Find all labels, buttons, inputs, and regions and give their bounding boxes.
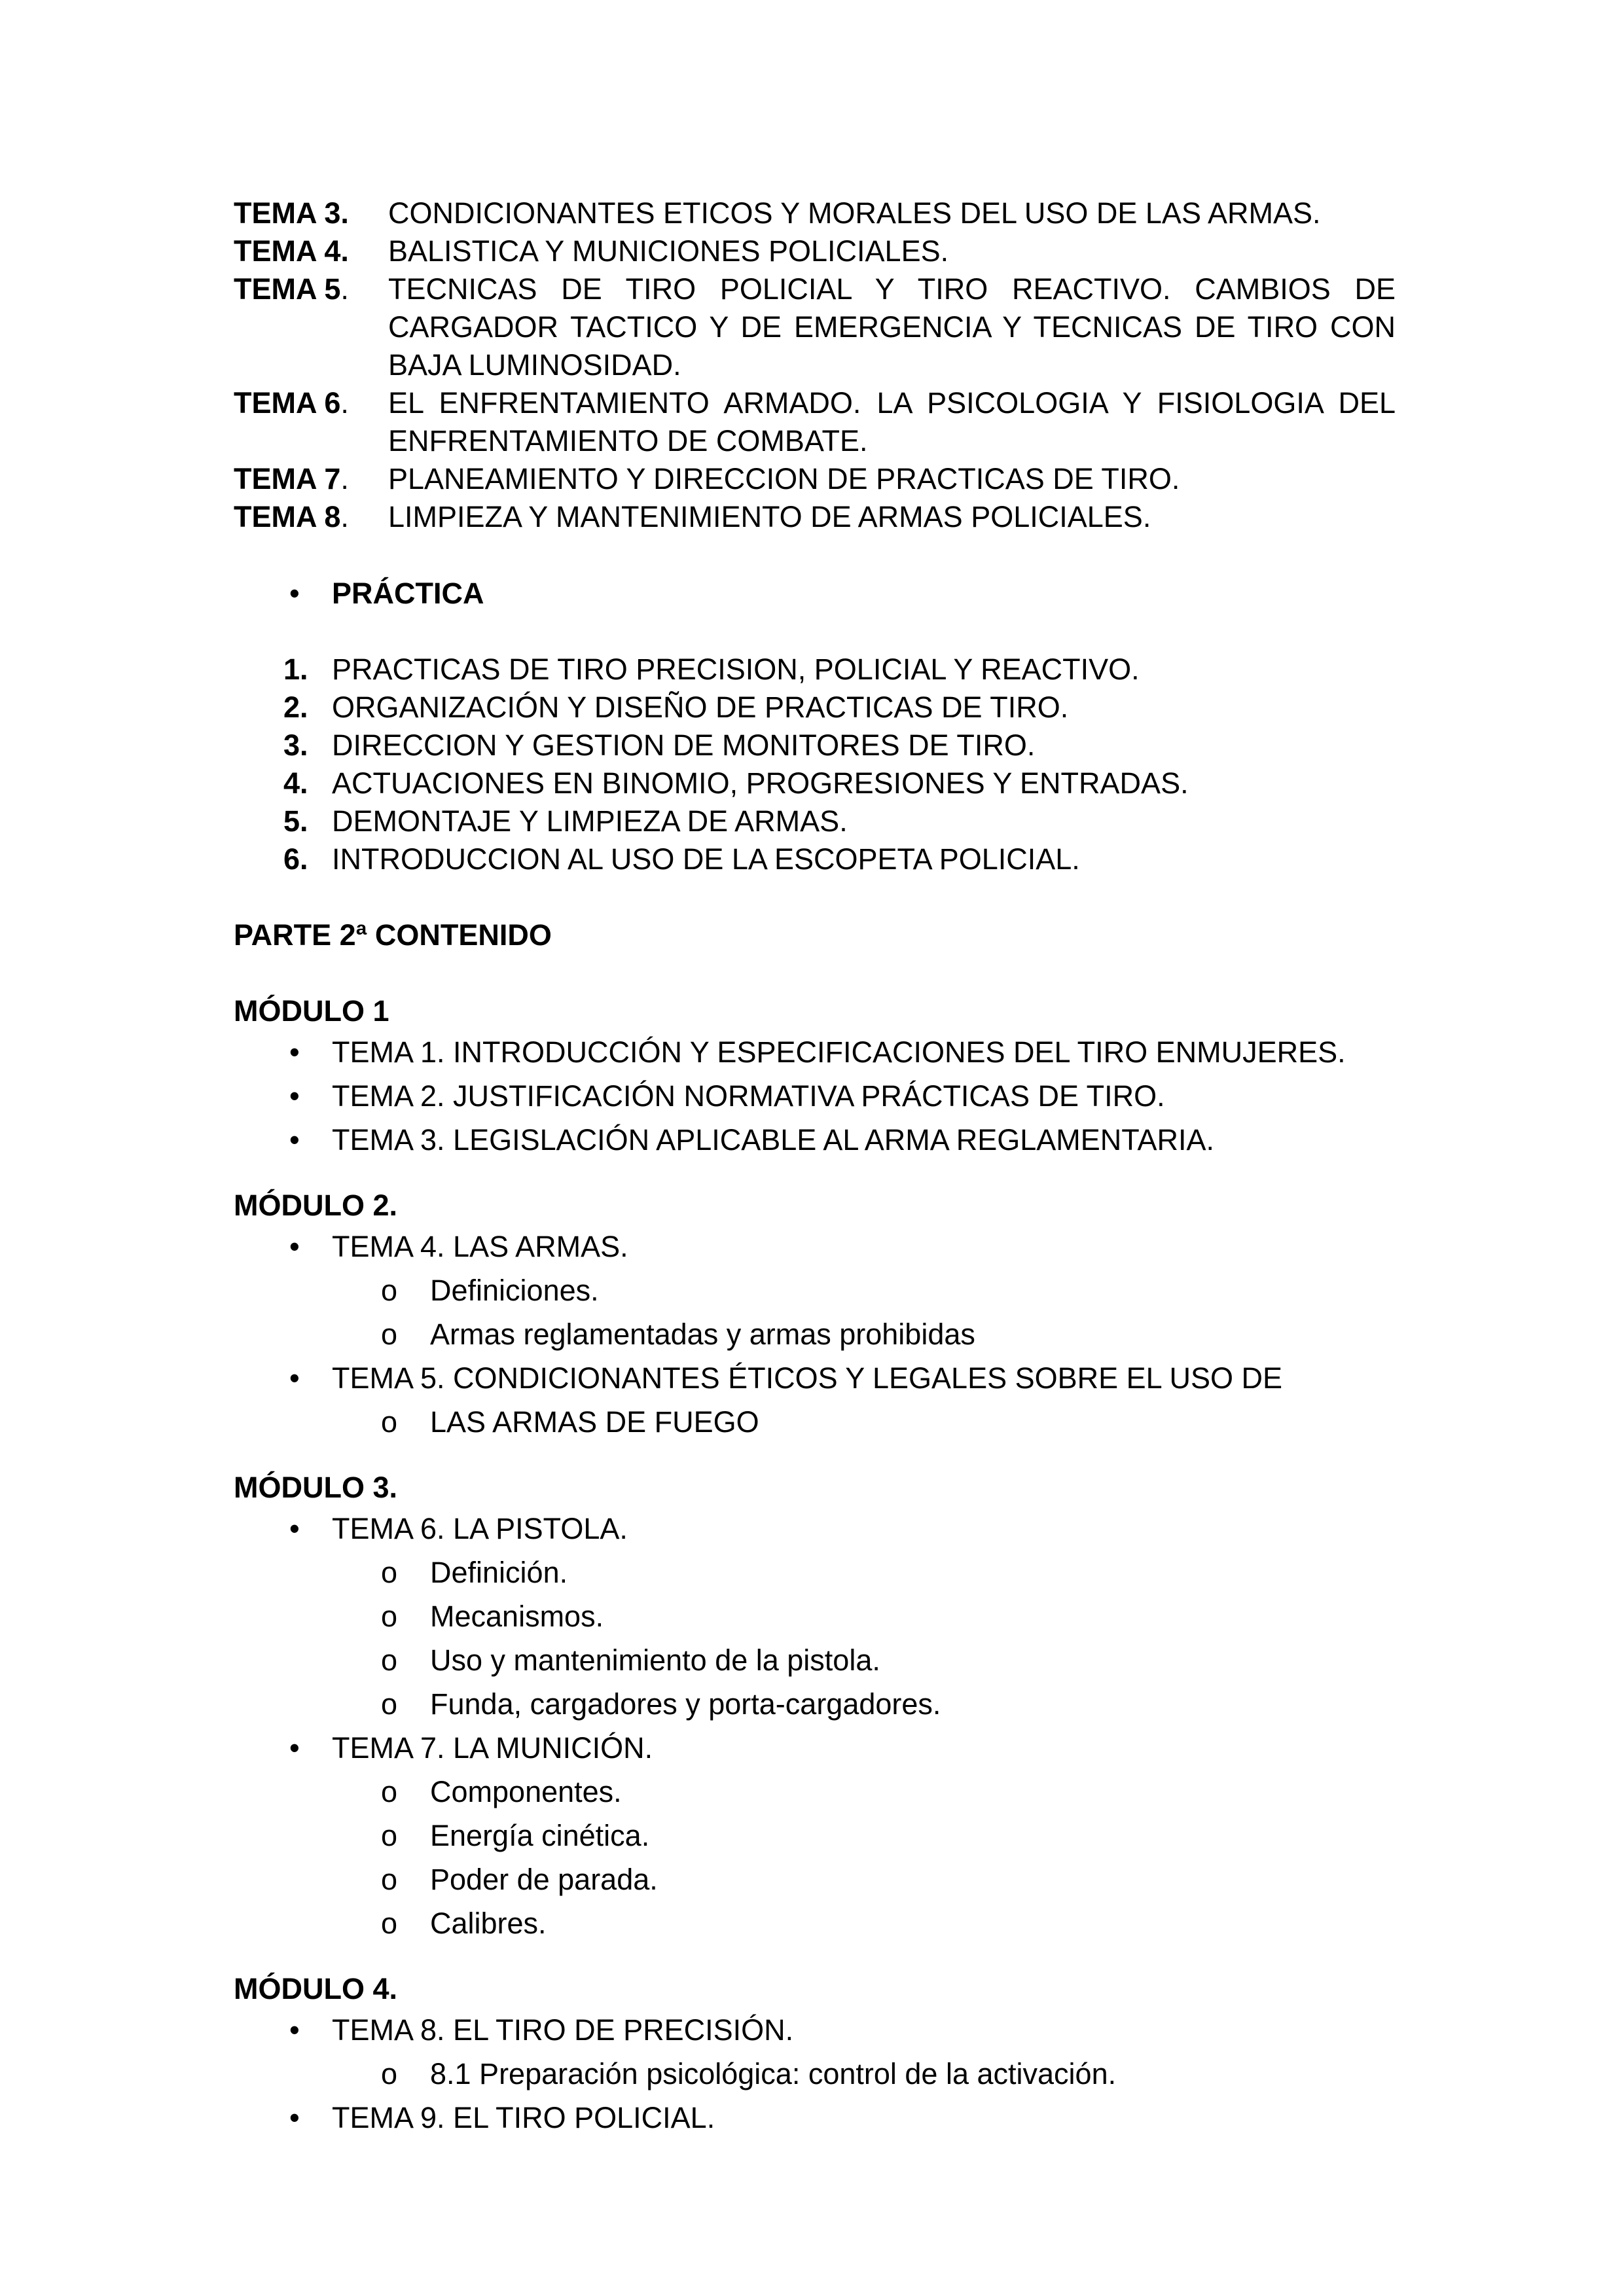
modulo-title: MÓDULO 1 bbox=[234, 994, 389, 1028]
practica-item bbox=[234, 651, 1396, 689]
tema-title: TECNICAS DE TIRO POLICIAL Y TIRO REACTIVO. CAMBIOS DE CARGADOR TACTICO Y DE EMERGENCIA Y TECNICAS DE TIRO CON BAJA LUMINOSIDAD. bbox=[388, 272, 1396, 382]
modulo-tema-item bbox=[234, 1030, 1396, 1074]
sub-item bbox=[234, 1814, 1396, 1857]
modulos-container bbox=[234, 992, 1396, 2140]
circle-bullet-icon: o bbox=[381, 1405, 398, 1439]
document-page bbox=[234, 194, 1396, 2140]
sub-item-text: LAS ARMAS DE FUEGO bbox=[430, 1405, 759, 1439]
sub-item-text: Funda, cargadores y porta-cargadores. bbox=[430, 1687, 941, 1721]
circle-bullet-icon: o bbox=[381, 2056, 398, 2090]
modulo-title: MÓDULO 2. bbox=[234, 1189, 398, 1222]
circle-bullet-icon: o bbox=[381, 1317, 398, 1351]
modulo-tema-item bbox=[234, 1074, 1396, 1118]
sub-item-text: Calibres. bbox=[430, 1906, 547, 1940]
modulo-tema-text: TEMA 7. LA MUNICIÓN. bbox=[332, 1731, 653, 1765]
bullet-icon: • bbox=[289, 1079, 300, 1113]
bullet-icon: • bbox=[289, 1229, 300, 1263]
modulo-title: MÓDULO 3. bbox=[234, 1471, 398, 1504]
tema-number: TEMA 5 bbox=[234, 272, 341, 306]
bullet-icon: • bbox=[289, 1122, 300, 1157]
sub-item bbox=[234, 1857, 1396, 1901]
sub-item bbox=[234, 1312, 1396, 1356]
circle-bullet-icon: o bbox=[381, 1818, 398, 1852]
practica-number: 2. bbox=[283, 691, 308, 724]
circle-bullet-icon: o bbox=[381, 1643, 398, 1677]
practica-item bbox=[234, 726, 1396, 764]
sub-item bbox=[234, 1594, 1396, 1638]
practica-item bbox=[234, 689, 1396, 726]
circle-bullet-icon: o bbox=[381, 1774, 398, 1808]
practica-text: PRACTICAS DE TIRO PRECISION, POLICIAL Y REACTIVO. bbox=[332, 653, 1140, 686]
sub-item bbox=[234, 1268, 1396, 1312]
modulo-tema-item bbox=[234, 1507, 1396, 1551]
sub-item-text: Definiciones. bbox=[430, 1273, 599, 1307]
tema-label bbox=[234, 194, 388, 232]
tema-suffix: . bbox=[340, 500, 349, 533]
circle-bullet-icon: o bbox=[381, 1862, 398, 1896]
modulo-tema-item bbox=[234, 1225, 1396, 1268]
tema-row bbox=[234, 498, 1396, 536]
bullet-icon: • bbox=[289, 1035, 300, 1069]
sub-item bbox=[234, 1682, 1396, 1726]
modulo-tema-item bbox=[234, 1118, 1396, 1162]
tema-row bbox=[234, 384, 1396, 460]
tema-number: TEMA 7 bbox=[234, 462, 341, 495]
modulo-tema-text: TEMA 6. LA PISTOLA. bbox=[332, 1511, 628, 1545]
practica-number: 6. bbox=[283, 842, 308, 876]
tema-label bbox=[234, 232, 388, 270]
tema-label bbox=[234, 384, 388, 422]
bullet-icon: • bbox=[289, 1511, 300, 1545]
tema-title: EL ENFRENTAMIENTO ARMADO. LA PSICOLOGIA Y FISIOLOGIA DEL ENFRENTAMIENTO DE COMBATE. bbox=[388, 386, 1396, 457]
practica-text: INTRODUCCION AL USO DE LA ESCOPETA POLICIAL. bbox=[332, 842, 1080, 876]
practica-number: 5. bbox=[283, 804, 308, 838]
sub-item-text: 8.1 Preparación psicológica: control de la activación. bbox=[430, 2056, 1117, 2090]
circle-bullet-icon: o bbox=[381, 1687, 398, 1721]
tema-title: PLANEAMIENTO Y DIRECCION DE PRACTICAS DE TIRO. bbox=[388, 462, 1180, 495]
modulo-tema-item bbox=[234, 1726, 1396, 1770]
circle-bullet-icon: o bbox=[381, 1273, 398, 1307]
tema-number: TEMA 3. bbox=[234, 196, 349, 230]
practica-text: ORGANIZACIÓN Y DISEÑO DE PRACTICAS DE TIRO. bbox=[332, 691, 1069, 724]
tema-suffix: . bbox=[340, 462, 349, 495]
practica-list bbox=[234, 651, 1396, 878]
modulo-tema-text: TEMA 3. LEGISLACIÓN APLICABLE AL ARMA REGLAMENTARIA. bbox=[332, 1122, 1214, 1157]
tema-suffix: . bbox=[340, 272, 349, 306]
sub-item-text: Armas reglamentadas y armas prohibidas bbox=[430, 1317, 975, 1351]
bullet-icon: • bbox=[289, 2013, 300, 2047]
modulo-tema-text: TEMA 1. INTRODUCCIÓN Y ESPECIFICACIONES DEL TIRO ENMUJERES. bbox=[332, 1035, 1346, 1069]
bullet-icon: • bbox=[289, 1361, 300, 1395]
practica-number: 3. bbox=[283, 728, 308, 762]
modulo-tema-text: TEMA 2. JUSTIFICACIÓN NORMATIVA PRÁCTICAS DE TIRO. bbox=[332, 1079, 1165, 1113]
bullet-icon: • bbox=[289, 577, 300, 610]
practica-number: 4. bbox=[283, 766, 308, 800]
sub-item-text: Uso y mantenimiento de la pistola. bbox=[430, 1643, 880, 1677]
circle-bullet-icon: o bbox=[381, 1599, 398, 1633]
modulo-tema-item bbox=[234, 2008, 1396, 2052]
practica-item bbox=[234, 764, 1396, 802]
modulo-tema-item bbox=[234, 2096, 1396, 2140]
practica-text: ACTUACIONES EN BINOMIO, PROGRESIONES Y ENTRADAS. bbox=[332, 766, 1189, 800]
modulo-tema-text: TEMA 4. LAS ARMAS. bbox=[332, 1229, 628, 1263]
sub-item-text: Componentes. bbox=[430, 1774, 622, 1808]
tema-label bbox=[234, 460, 388, 498]
tema-row bbox=[234, 232, 1396, 270]
modulo-tema-text: TEMA 5. CONDICIONANTES ÉTICOS Y LEGALES SOBRE EL USO DE bbox=[332, 1361, 1283, 1395]
sub-item bbox=[234, 1400, 1396, 1444]
tema-label bbox=[234, 498, 388, 536]
sub-item bbox=[234, 2052, 1396, 2096]
modulo-tema-text: TEMA 9. EL TIRO POLICIAL. bbox=[332, 2100, 715, 2134]
bullet-icon: • bbox=[289, 2100, 300, 2134]
parte2-heading: PARTE 2ª CONTENIDO bbox=[234, 918, 552, 952]
tema-title: BALISTICA Y MUNICIONES POLICIALES. bbox=[388, 234, 949, 268]
practica-heading-row bbox=[234, 575, 1396, 613]
tema-number: TEMA 4. bbox=[234, 234, 349, 268]
tema-row bbox=[234, 194, 1396, 232]
sub-item-text: Poder de parada. bbox=[430, 1862, 658, 1896]
sub-item-text: Mecanismos. bbox=[430, 1599, 604, 1633]
sub-item bbox=[234, 1770, 1396, 1814]
tema-row bbox=[234, 270, 1396, 384]
sub-item bbox=[234, 1551, 1396, 1594]
sub-item-text: Definición. bbox=[430, 1555, 568, 1589]
tema-suffix: . bbox=[340, 386, 349, 420]
practica-heading: PRÁCTICA bbox=[332, 577, 484, 610]
practica-text: DEMONTAJE Y LIMPIEZA DE ARMAS. bbox=[332, 804, 848, 838]
modulo-tema-text: TEMA 8. EL TIRO DE PRECISIÓN. bbox=[332, 2013, 794, 2047]
practica-text: DIRECCION Y GESTION DE MONITORES DE TIRO. bbox=[332, 728, 1036, 762]
sub-item-text: Energía cinética. bbox=[430, 1818, 650, 1852]
bullet-icon: • bbox=[289, 1731, 300, 1765]
sub-item bbox=[234, 1901, 1396, 1945]
tema-row bbox=[234, 460, 1396, 498]
modulo-tema-item bbox=[234, 1356, 1396, 1400]
tema-title: LIMPIEZA Y MANTENIMIENTO DE ARMAS POLICIALES. bbox=[388, 500, 1151, 533]
circle-bullet-icon: o bbox=[381, 1555, 398, 1589]
tema-title: CONDICIONANTES ETICOS Y MORALES DEL USO DE LAS ARMAS. bbox=[388, 196, 1321, 230]
practica-item bbox=[234, 840, 1396, 878]
tema-label bbox=[234, 270, 388, 308]
practica-item bbox=[234, 802, 1396, 840]
tema-number: TEMA 8 bbox=[234, 500, 341, 533]
modulo-title: MÓDULO 4. bbox=[234, 1972, 398, 2005]
tema-number: TEMA 6 bbox=[234, 386, 341, 420]
circle-bullet-icon: o bbox=[381, 1906, 398, 1940]
temas-list bbox=[234, 194, 1396, 536]
sub-item bbox=[234, 1638, 1396, 1682]
practica-number: 1. bbox=[283, 653, 308, 686]
